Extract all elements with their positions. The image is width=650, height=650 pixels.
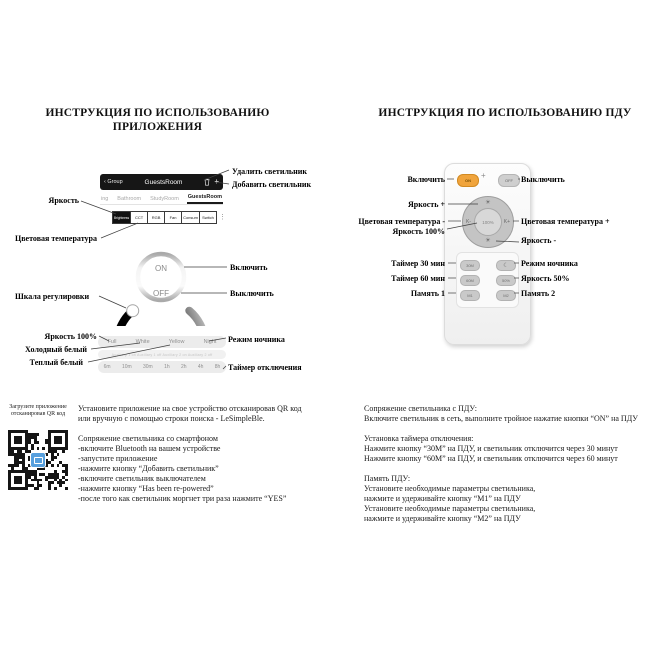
label-turn-on: Включить: [230, 263, 268, 272]
memory-1-button[interactable]: M1: [460, 290, 480, 301]
label-brightness-plus: Яркость +: [408, 200, 445, 209]
pdu-memory-line: нажмите и удерживайте кнопку “М2” на ПДУ: [364, 514, 521, 523]
install-line1: Установите приложение на свое устройство отсканировав QR код: [78, 404, 302, 413]
tab-room-2[interactable]: StudyRoom: [150, 196, 179, 202]
label-memory-1: Память 1: [410, 289, 445, 298]
label-memory-2: Память 2: [521, 289, 556, 298]
scene-white-button[interactable]: White: [135, 339, 150, 345]
label-color-temp: Цветовая температура: [15, 234, 97, 243]
scene-full-button[interactable]: Full: [107, 339, 117, 345]
brightness-dial[interactable]: [105, 222, 217, 326]
trash-icon[interactable]: [204, 178, 210, 186]
pairing-step: -включите светильник выключателем: [78, 474, 206, 483]
tab-room-0[interactable]: ing: [101, 196, 109, 202]
label-brightness-minus: Яркость -: [521, 236, 557, 245]
pairing-step: -нажмите кнопку “Has been re-powered”: [78, 484, 214, 493]
remote-lower-panel: [456, 252, 519, 308]
add-icon[interactable]: +: [214, 177, 219, 186]
label-cold-white: Холодный белый: [25, 345, 87, 354]
timer-10m-button[interactable]: 10m: [121, 364, 132, 370]
auxiliary-row[interactable]: Auxiliary 1 on Auxiliary 1 off Auxiliary 2 on Auxiliary 2 off: [98, 350, 226, 359]
room-tabs: [100, 191, 223, 205]
pdu-pairing-heading: Сопряжение светильника с ПДУ:: [364, 404, 477, 413]
room-title: GuestsRoom: [144, 178, 183, 186]
label-remote-on: Включить: [407, 175, 445, 184]
off-button[interactable]: OFF: [153, 289, 169, 298]
label-timer-60: Таймер 60 мин: [391, 274, 445, 283]
label-remote-brightness-100: Яркость 100%: [392, 227, 445, 236]
label-adjust-scale: Шкала регулировки: [15, 292, 90, 301]
pdu-timer-heading: Установка таймера отключения:: [364, 434, 474, 443]
timer-1h-button[interactable]: 1h: [164, 364, 170, 370]
label-timer-30: Таймер 30 мин: [391, 259, 445, 268]
left-title-line2: ПРИЛОЖЕНИЯ: [112, 121, 203, 133]
pdu-memory-line: нажмите и удерживайте кнопку “М1” на ПДУ: [364, 494, 521, 503]
brightness-up-icon[interactable]: ☀: [485, 200, 491, 206]
chevron-left-icon: ‹: [104, 179, 106, 185]
app-header-bar: [100, 174, 223, 190]
label-remote-night-mode: Режим ночника: [521, 259, 578, 268]
pairing-step: -нажмите кнопку “Добавить светильник”: [78, 464, 219, 473]
install-instructions: [78, 404, 302, 424]
timer-60m-remote-button[interactable]: 60M: [460, 275, 480, 286]
label-remote-off: Выключить: [521, 175, 565, 184]
more-options-icon[interactable]: ⋮: [218, 214, 226, 221]
pdu-memory-line: Установите необходимые параметры светильника,: [364, 484, 536, 493]
plus-separator: +: [481, 171, 486, 180]
label-off-timer: Таймер отключения: [228, 363, 302, 372]
mode-fan-button[interactable]: Fan: [165, 211, 182, 224]
mode-brightness-button[interactable]: Brightness: [112, 211, 131, 224]
memory-2-button[interactable]: M2: [496, 290, 516, 301]
brightness-down-icon[interactable]: ☀: [485, 238, 491, 244]
scene-yellow-button[interactable]: Yellow: [168, 339, 185, 345]
pdu-timer-line2: Нажмите кнопку “60М” на ПДУ, и светильник отключится через 60 минут: [364, 454, 618, 463]
label-brightness-100: Яркость 100%: [44, 332, 97, 341]
timer-2h-button[interactable]: 2h: [180, 364, 187, 370]
qr-caption: [2, 404, 74, 418]
mode-cct-button[interactable]: CCT: [131, 211, 148, 224]
label-add-light: Добавить светильник: [232, 180, 312, 189]
remote-on-button[interactable]: ON: [457, 174, 479, 187]
pdu-timer-line1: Нажмите кнопку “30М” на ПДУ, и светильник отключится через 30 минут: [364, 444, 618, 453]
label-brightness-50: Яркость 50%: [521, 274, 570, 283]
pairing-step: -после того как светильник моргнет три раза нажмите “YES”: [78, 494, 287, 503]
left-title: [25, 106, 290, 134]
timer-30m-button[interactable]: 30m: [143, 364, 153, 370]
left-title-line1: ИНСТРУКЦИЯ ПО ИСПОЛЬЗОВАНИЮ: [45, 107, 270, 119]
back-button[interactable]: ‹ Group: [104, 179, 123, 185]
label-color-temp-minus: Цветовая температура -: [358, 217, 445, 226]
brightness-50-button[interactable]: 50%: [496, 275, 516, 286]
label-warm-white: Теплый белый: [29, 358, 83, 367]
on-button[interactable]: ON: [155, 264, 167, 273]
k-minus-button[interactable]: K-: [466, 219, 471, 225]
remote-control: [444, 163, 531, 345]
pdu-instructions: [364, 404, 638, 524]
pdu-memory-line: Установите необходимые параметры светильника,: [364, 504, 536, 513]
k-plus-button[interactable]: K+: [503, 219, 510, 225]
night-mode-moon-icon[interactable]: ☾: [496, 260, 516, 271]
tab-room-active[interactable]: GuestsRoom: [187, 194, 223, 204]
label-turn-off: Выключить: [230, 289, 274, 298]
mode-consum-button[interactable]: Consum: [182, 211, 200, 224]
scene-row: [98, 336, 226, 348]
label-brightness: Яркость: [48, 196, 79, 205]
timer-6m-button[interactable]: 6m: [103, 364, 111, 370]
pdu-memory-heading: Память ПДУ:: [364, 474, 411, 483]
mode-switch-button[interactable]: Switch: [200, 211, 217, 224]
mode-rgb-button[interactable]: RGB: [148, 211, 165, 224]
tab-room-1[interactable]: Bathroom: [117, 196, 142, 202]
scene-night-button[interactable]: Night: [203, 339, 217, 345]
remote-dpad: [462, 196, 514, 248]
label-delete-light: Удалить светильник: [232, 167, 307, 176]
label-night-mode: Режим ночника: [228, 335, 285, 344]
qr-caption-line2: отсканировав QR код: [10, 411, 66, 417]
pairing-step: -запустите приложение: [78, 454, 158, 463]
label-color-temp-plus: Цветовая температура +: [521, 217, 610, 226]
smartphone-pairing-instructions: [78, 434, 286, 504]
pairing-heading: Сопряжение светильника со смартфоном: [78, 434, 218, 443]
brightness-100-button[interactable]: 100%: [474, 208, 502, 236]
qr-app-icon: [30, 452, 46, 468]
install-line2: или вручную с помощью строки поиска - LeSimpleBle.: [78, 414, 265, 423]
timer-8h-button[interactable]: 8h: [214, 364, 221, 370]
timer-30m-remote-button[interactable]: 30M: [460, 260, 480, 271]
qr-caption-line1: Загрузите приложение: [9, 404, 67, 410]
remote-off-button[interactable]: OFF: [498, 174, 520, 187]
dial-handle[interactable]: [127, 305, 139, 317]
timer-row: [98, 361, 226, 373]
timer-4h-button[interactable]: 4h: [197, 364, 204, 370]
pairing-step: -включите Bluetooth на вашем устройстве: [78, 444, 221, 453]
pdu-pairing-text: Включите светильник в сеть, выполните тройное нажатие кнопки “ON” на ПДУ: [364, 414, 638, 423]
right-title: ИНСТРУКЦИЯ ПО ИСПОЛЬЗОВАНИЮ ПДУ: [378, 107, 632, 119]
